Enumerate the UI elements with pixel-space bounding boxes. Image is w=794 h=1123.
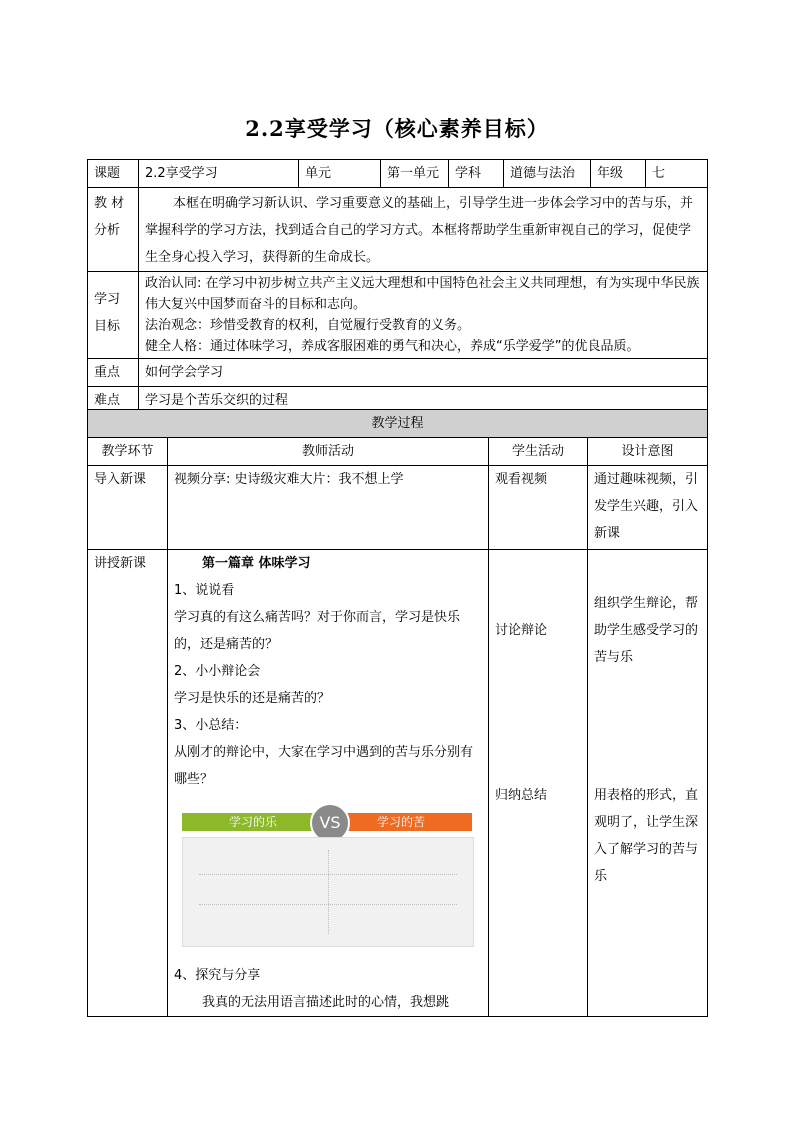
subject-label: 学科 — [449, 160, 504, 188]
teaching-process-table — [87, 409, 708, 1017]
student-activity-debate: 讨论辩论 — [495, 623, 548, 638]
intro-teacher: 视频分享: 史诗级灾难大片：我不想上学 — [168, 466, 489, 550]
lesson-info-table — [87, 159, 708, 415]
lesson-value: 2.2享受学习 — [139, 160, 299, 188]
grid-divider — [328, 850, 329, 934]
joy-vs-pain-table-graphic — [182, 807, 472, 952]
goals-label — [88, 272, 139, 359]
vs-badge: VS — [310, 803, 350, 843]
subject-value: 道德与法治 — [504, 160, 591, 188]
goals-text — [139, 272, 708, 359]
section-2-text: 学习是快乐的还是痛苦的？ — [174, 691, 331, 706]
difficulty-value: 学习是个苦乐交织的过程 — [139, 387, 708, 415]
goals-label-line-1: 学习 — [94, 292, 121, 307]
header-teacher: 教师活动 — [168, 438, 489, 466]
joy-of-learning-banner: 学习的乐 — [182, 813, 324, 831]
pain-of-learning-banner: 学习的苦 — [330, 813, 472, 831]
intro-student: 观看视频 — [489, 466, 588, 550]
grade-label: 年级 — [591, 160, 646, 188]
section-1-title: 1、说说看 — [174, 583, 235, 598]
section-4-title: 4、探究与分享 — [174, 968, 261, 983]
section-3-text: 从刚才的辩论中，大家在学习中遇到的苦与乐分别有哪些？ — [174, 745, 474, 787]
goal-political: 政治认同: 在学习中初步树立共产主义远大理想和中国特色社会主义共同理想，有为实现中华民族伟大复兴中国梦而奋斗的目标和志向。 — [145, 276, 700, 312]
difficulty-label: 难点 — [88, 387, 139, 415]
analysis-label — [88, 188, 139, 272]
process-title: 教学过程 — [88, 410, 708, 438]
lecture-intent — [588, 550, 708, 1017]
key-point-value: 如何学会学习 — [139, 359, 708, 387]
comparison-grid — [182, 837, 474, 947]
header-stage: 教学环节 — [88, 438, 168, 466]
lecture-student — [489, 550, 588, 1017]
lesson-label: 课题 — [88, 160, 139, 188]
grade-value: 七 — [646, 160, 708, 188]
header-student: 学生活动 — [489, 438, 588, 466]
intent-table: 用表格的形式，直观明了，让学生深入了解学习的苦与乐 — [594, 788, 699, 884]
goal-personality: 健全人格：通过体味学习，养成客服困难的勇气和决心，养成“乐学爱学”的优良品质。 — [145, 339, 640, 354]
intro-stage: 导入新课 — [88, 466, 168, 550]
lecture-stage: 讲授新课 — [88, 550, 168, 1017]
goals-label-line-2: 目标 — [94, 319, 121, 334]
unit-label: 单元 — [299, 160, 381, 188]
chapter-title: 第一篇章 体味学习 — [202, 556, 311, 571]
unit-value: 第一单元 — [381, 160, 449, 188]
section-4-text: 我真的无法用语言描述此时的心情，我想跳 — [202, 995, 450, 1010]
header-intent: 设计意图 — [588, 438, 708, 466]
section-3-title: 3、小总结： — [174, 718, 248, 733]
key-point-label: 重点 — [88, 359, 139, 387]
document-title: 2.2享受学习（核心素养目标） — [245, 116, 549, 141]
section-2-title: 2、小小辩论会 — [174, 664, 261, 679]
analysis-label-line-2: 分析 — [94, 223, 121, 238]
section-1-text: 学习真的有这么痛苦吗？对于你而言，学习是快乐的，还是痛苦的？ — [174, 610, 461, 652]
intent-debate: 组织学生辩论，帮助学生感受学习的苦与乐 — [594, 596, 699, 665]
lecture-teacher — [168, 550, 489, 1017]
intro-intent: 通过趣味视频，引发学生兴趣，引入新课 — [588, 466, 708, 550]
analysis-label-line-1: 教 材 — [94, 196, 125, 211]
goal-law: 法治观念：珍惜受教育的权利，自觉履行受教育的义务。 — [145, 318, 471, 333]
analysis-text: 本框在明确学习新认识、学习重要意义的基础上，引导学生进一步体会学习中的苦与乐，并掌握科学的学习方法，找到适合自己的学习方式。本框将帮助学生重新审视自己的学习，促使学生全身心投入学习，获得新的生命成长。 — [139, 188, 708, 272]
student-activity-summary: 归纳总结 — [495, 788, 548, 803]
